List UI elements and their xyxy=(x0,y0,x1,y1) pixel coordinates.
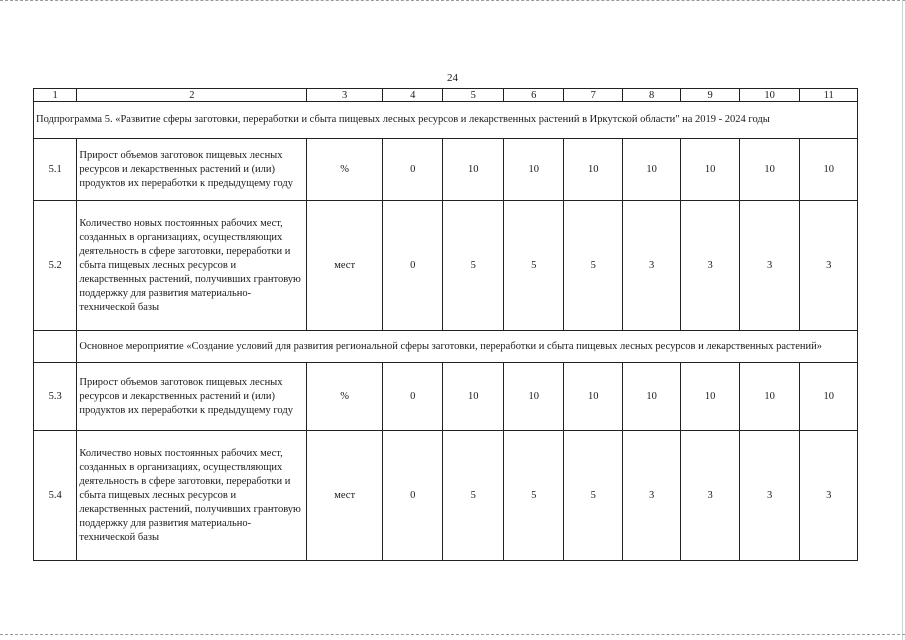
main-activity-row xyxy=(34,331,858,363)
header-cell: 6 xyxy=(503,89,564,102)
value-cell: 10 xyxy=(503,139,564,201)
subprogram-title: Подпрограмма 5. «Развитие сферы заготовки, переработки и сбыта пищевых лесных ресурсов и лекарственных растений в Иркутской области" на 2019 - 2024 годы xyxy=(34,102,858,139)
value-cell: 5 xyxy=(564,431,622,561)
row-number: 5.2 xyxy=(34,201,77,331)
row-number: 5.3 xyxy=(34,363,77,431)
value-cell: 3 xyxy=(739,431,800,561)
value-cell: 10 xyxy=(800,139,858,201)
header-cell: 10 xyxy=(739,89,800,102)
value-cell: 10 xyxy=(503,363,564,431)
value-cell: 3 xyxy=(622,201,680,331)
value-cell: 10 xyxy=(739,363,800,431)
value-cell: 3 xyxy=(622,431,680,561)
table-row xyxy=(34,139,858,201)
value-cell: 3 xyxy=(681,201,739,331)
value-cell: 10 xyxy=(564,363,622,431)
value-cell: 0 xyxy=(382,431,443,561)
empty-number-cell xyxy=(34,331,77,363)
header-cell: 7 xyxy=(564,89,622,102)
scan-border-top xyxy=(0,0,905,2)
unit-cell: % xyxy=(307,139,383,201)
header-cell: 3 xyxy=(307,89,383,102)
value-cell: 10 xyxy=(681,363,739,431)
indicator-name: Количество новых постоянных рабочих мест, созданных в организациях, осуществляющих деятельность в сфере заготовки, переработки и сбыта пищевых лесных ресурсов и лекарственных растений, получивших грантовую поддержку для развития материально-технической базы xyxy=(77,201,307,331)
subprogram-row xyxy=(34,102,858,139)
value-cell: 5 xyxy=(503,201,564,331)
main-activity-title: Основное мероприятие «Создание условий для развития региональной сферы заготовки, переработки и сбыта пищевых лесных ресурсов и лекарственных растений» xyxy=(77,331,858,363)
header-cell: 8 xyxy=(622,89,680,102)
value-cell: 10 xyxy=(443,363,504,431)
value-cell: 3 xyxy=(800,431,858,561)
value-cell: 5 xyxy=(564,201,622,331)
unit-cell: % xyxy=(307,363,383,431)
value-cell: 10 xyxy=(622,139,680,201)
value-cell: 3 xyxy=(800,201,858,331)
value-cell: 0 xyxy=(382,201,443,331)
value-cell: 5 xyxy=(503,431,564,561)
row-number: 5.4 xyxy=(34,431,77,561)
header-cell: 4 xyxy=(382,89,443,102)
value-cell: 3 xyxy=(739,201,800,331)
value-cell: 10 xyxy=(622,363,680,431)
indicator-name: Прирост объемов заготовок пищевых лесных ресурсов и лекарственных растений и (или) продуктов их переработки к предыдущему году xyxy=(77,139,307,201)
column-number-row xyxy=(34,89,858,102)
value-cell: 10 xyxy=(800,363,858,431)
value-cell: 10 xyxy=(443,139,504,201)
indicator-name: Прирост объемов заготовок пищевых лесных ресурсов и лекарственных растений и (или) продуктов их переработки к предыдущему году xyxy=(77,363,307,431)
table-row xyxy=(34,363,858,431)
table-row xyxy=(34,431,858,561)
indicators-table xyxy=(33,88,858,561)
value-cell: 3 xyxy=(681,431,739,561)
value-cell: 10 xyxy=(681,139,739,201)
indicator-name: Количество новых постоянных рабочих мест, созданных в организациях, осуществляющих деятельность в сфере заготовки, переработки и сбыта пищевых лесных ресурсов и лекарственных растений, получивших грантовую поддержку для развития материально-технической базы xyxy=(77,431,307,561)
unit-cell: мест xyxy=(307,431,383,561)
table-row xyxy=(34,201,858,331)
header-cell: 5 xyxy=(443,89,504,102)
header-cell: 2 xyxy=(77,89,307,102)
value-cell: 5 xyxy=(443,431,504,561)
value-cell: 0 xyxy=(382,363,443,431)
scan-border-right xyxy=(902,0,903,640)
value-cell: 0 xyxy=(382,139,443,201)
value-cell: 10 xyxy=(564,139,622,201)
row-number: 5.1 xyxy=(34,139,77,201)
header-cell: 1 xyxy=(34,89,77,102)
unit-cell: мест xyxy=(307,201,383,331)
value-cell: 5 xyxy=(443,201,504,331)
value-cell: 10 xyxy=(739,139,800,201)
page-number: 24 xyxy=(447,72,458,84)
header-cell: 9 xyxy=(681,89,739,102)
scan-border-bottom xyxy=(0,634,905,636)
header-cell: 11 xyxy=(800,89,858,102)
